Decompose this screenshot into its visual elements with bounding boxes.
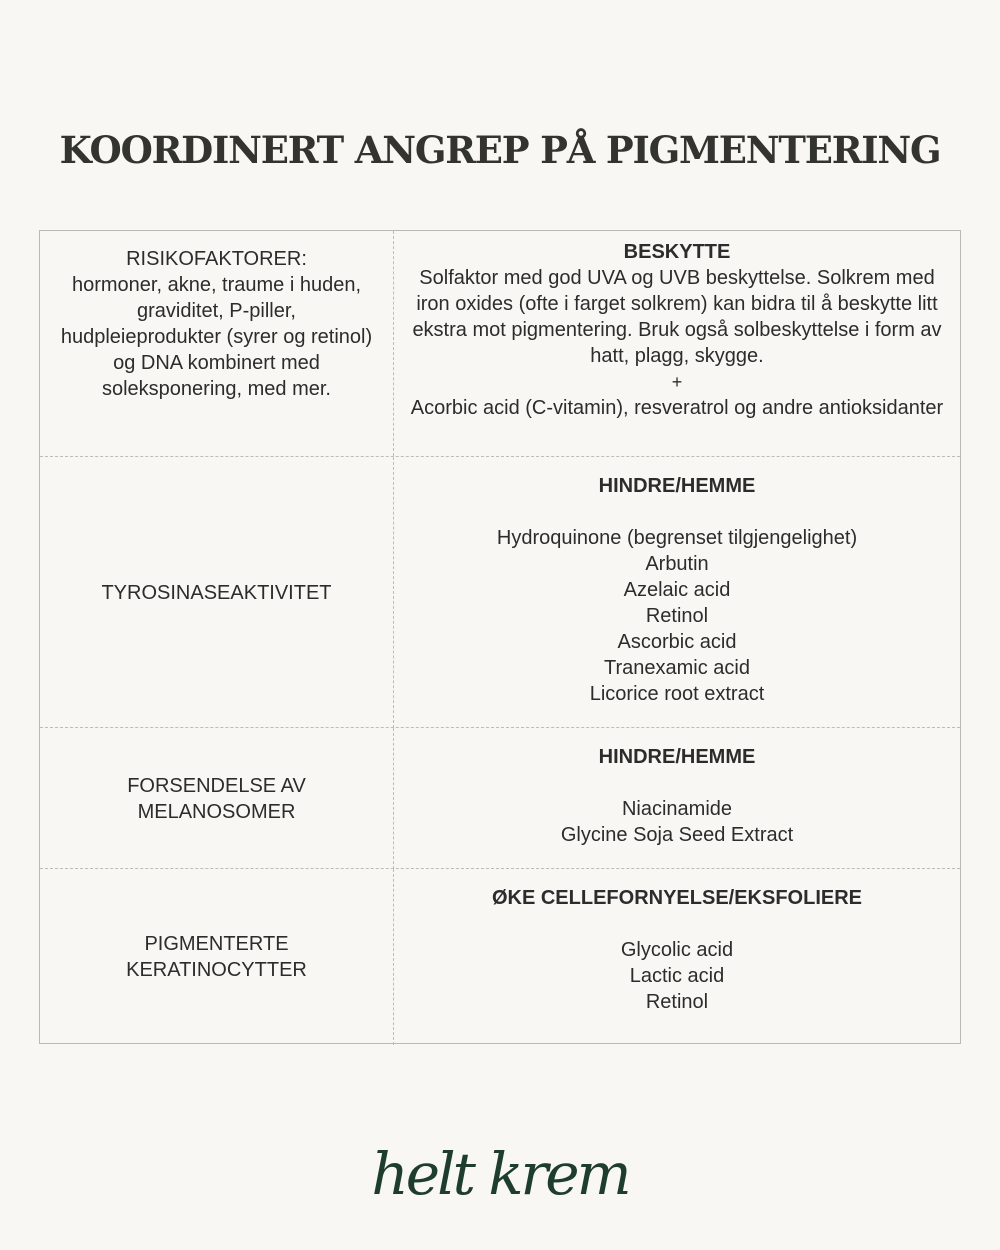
keratinocytes-cell <box>40 869 394 1045</box>
list-item: Glycolic acid <box>620 939 734 961</box>
protect-heading: BESKYTTE <box>623 241 731 263</box>
list-item: Glycine Soja Seed Extract <box>560 824 794 846</box>
list-item: Ascorbic acid <box>617 631 737 653</box>
table-row-keratinocytes <box>40 868 960 1045</box>
inhibit-heading: HINDRE/HEMME <box>598 475 756 497</box>
list-item: Niacinamide <box>621 798 733 820</box>
table-row-melanosome <box>40 727 960 869</box>
keratinocytes-label-line2: KERATINOCYTTER <box>126 959 307 981</box>
page-title: KOORDINERT ANGREP PÅ PIGMENTERING <box>59 128 941 172</box>
keratinocytes-label-line1: PIGMENTERTE <box>144 933 289 955</box>
protect-cell <box>394 231 960 456</box>
list-item: Retinol <box>645 991 709 1013</box>
exfoliate-cell <box>394 869 960 1045</box>
list-item: Tranexamic acid <box>604 657 750 679</box>
risk-cell <box>40 231 394 456</box>
brand-logo: helt krem <box>371 1140 629 1208</box>
plus-sign: + <box>671 372 683 392</box>
risk-text: hormoner, akne, traume i huden, graviditet, P-piller, hudpleieprodukter (syrer og retinol) og DNA kombinert med soleksponering, med mer. <box>60 273 373 400</box>
inhibit-transfer-heading: HINDRE/HEMME <box>598 746 756 768</box>
list-item: Licorice root extract <box>589 683 765 705</box>
list-item: Arbutin <box>645 553 709 575</box>
exfoliate-heading: ØKE CELLEFORNYELSE/EKSFOLIERE <box>491 887 863 909</box>
protect-text: Solfaktor med god UVA og UVB beskyttelse. Solkrem med iron oxides (ofte i farget solkrem) kan bidra til å beskytte litt ekstra mot pigmentering. Bruk også solbeskyttelse i form av hatt, plagg, skygge. <box>412 267 942 367</box>
melanosome-label-line2: MELANOSOMER <box>137 800 296 823</box>
list-item: Hydroquinone (begrenset tilgjengelighet) <box>496 527 858 549</box>
antioxidants-text: Acorbic acid (C-vitamin), resveratrol og andre antioksidanter <box>410 397 944 419</box>
pigmentation-table <box>39 230 961 1044</box>
tyrosinase-label: TYROSINASEAKTIVITET <box>101 581 332 604</box>
risk-label: RISIKOFAKTORER: <box>126 247 307 270</box>
melanosome-cell <box>40 728 394 869</box>
table-row-tyrosinase <box>40 456 960 728</box>
tyrosinase-cell <box>40 457 394 728</box>
list-item: Retinol <box>645 605 709 627</box>
melanosome-label-line1: FORSENDELSE AV <box>127 774 306 797</box>
inhibit-transfer-cell <box>394 728 960 869</box>
list-item: Azelaic acid <box>623 579 731 601</box>
list-item: Lactic acid <box>629 965 725 987</box>
table-row-risk <box>40 231 960 456</box>
inhibit-cell <box>394 457 960 728</box>
